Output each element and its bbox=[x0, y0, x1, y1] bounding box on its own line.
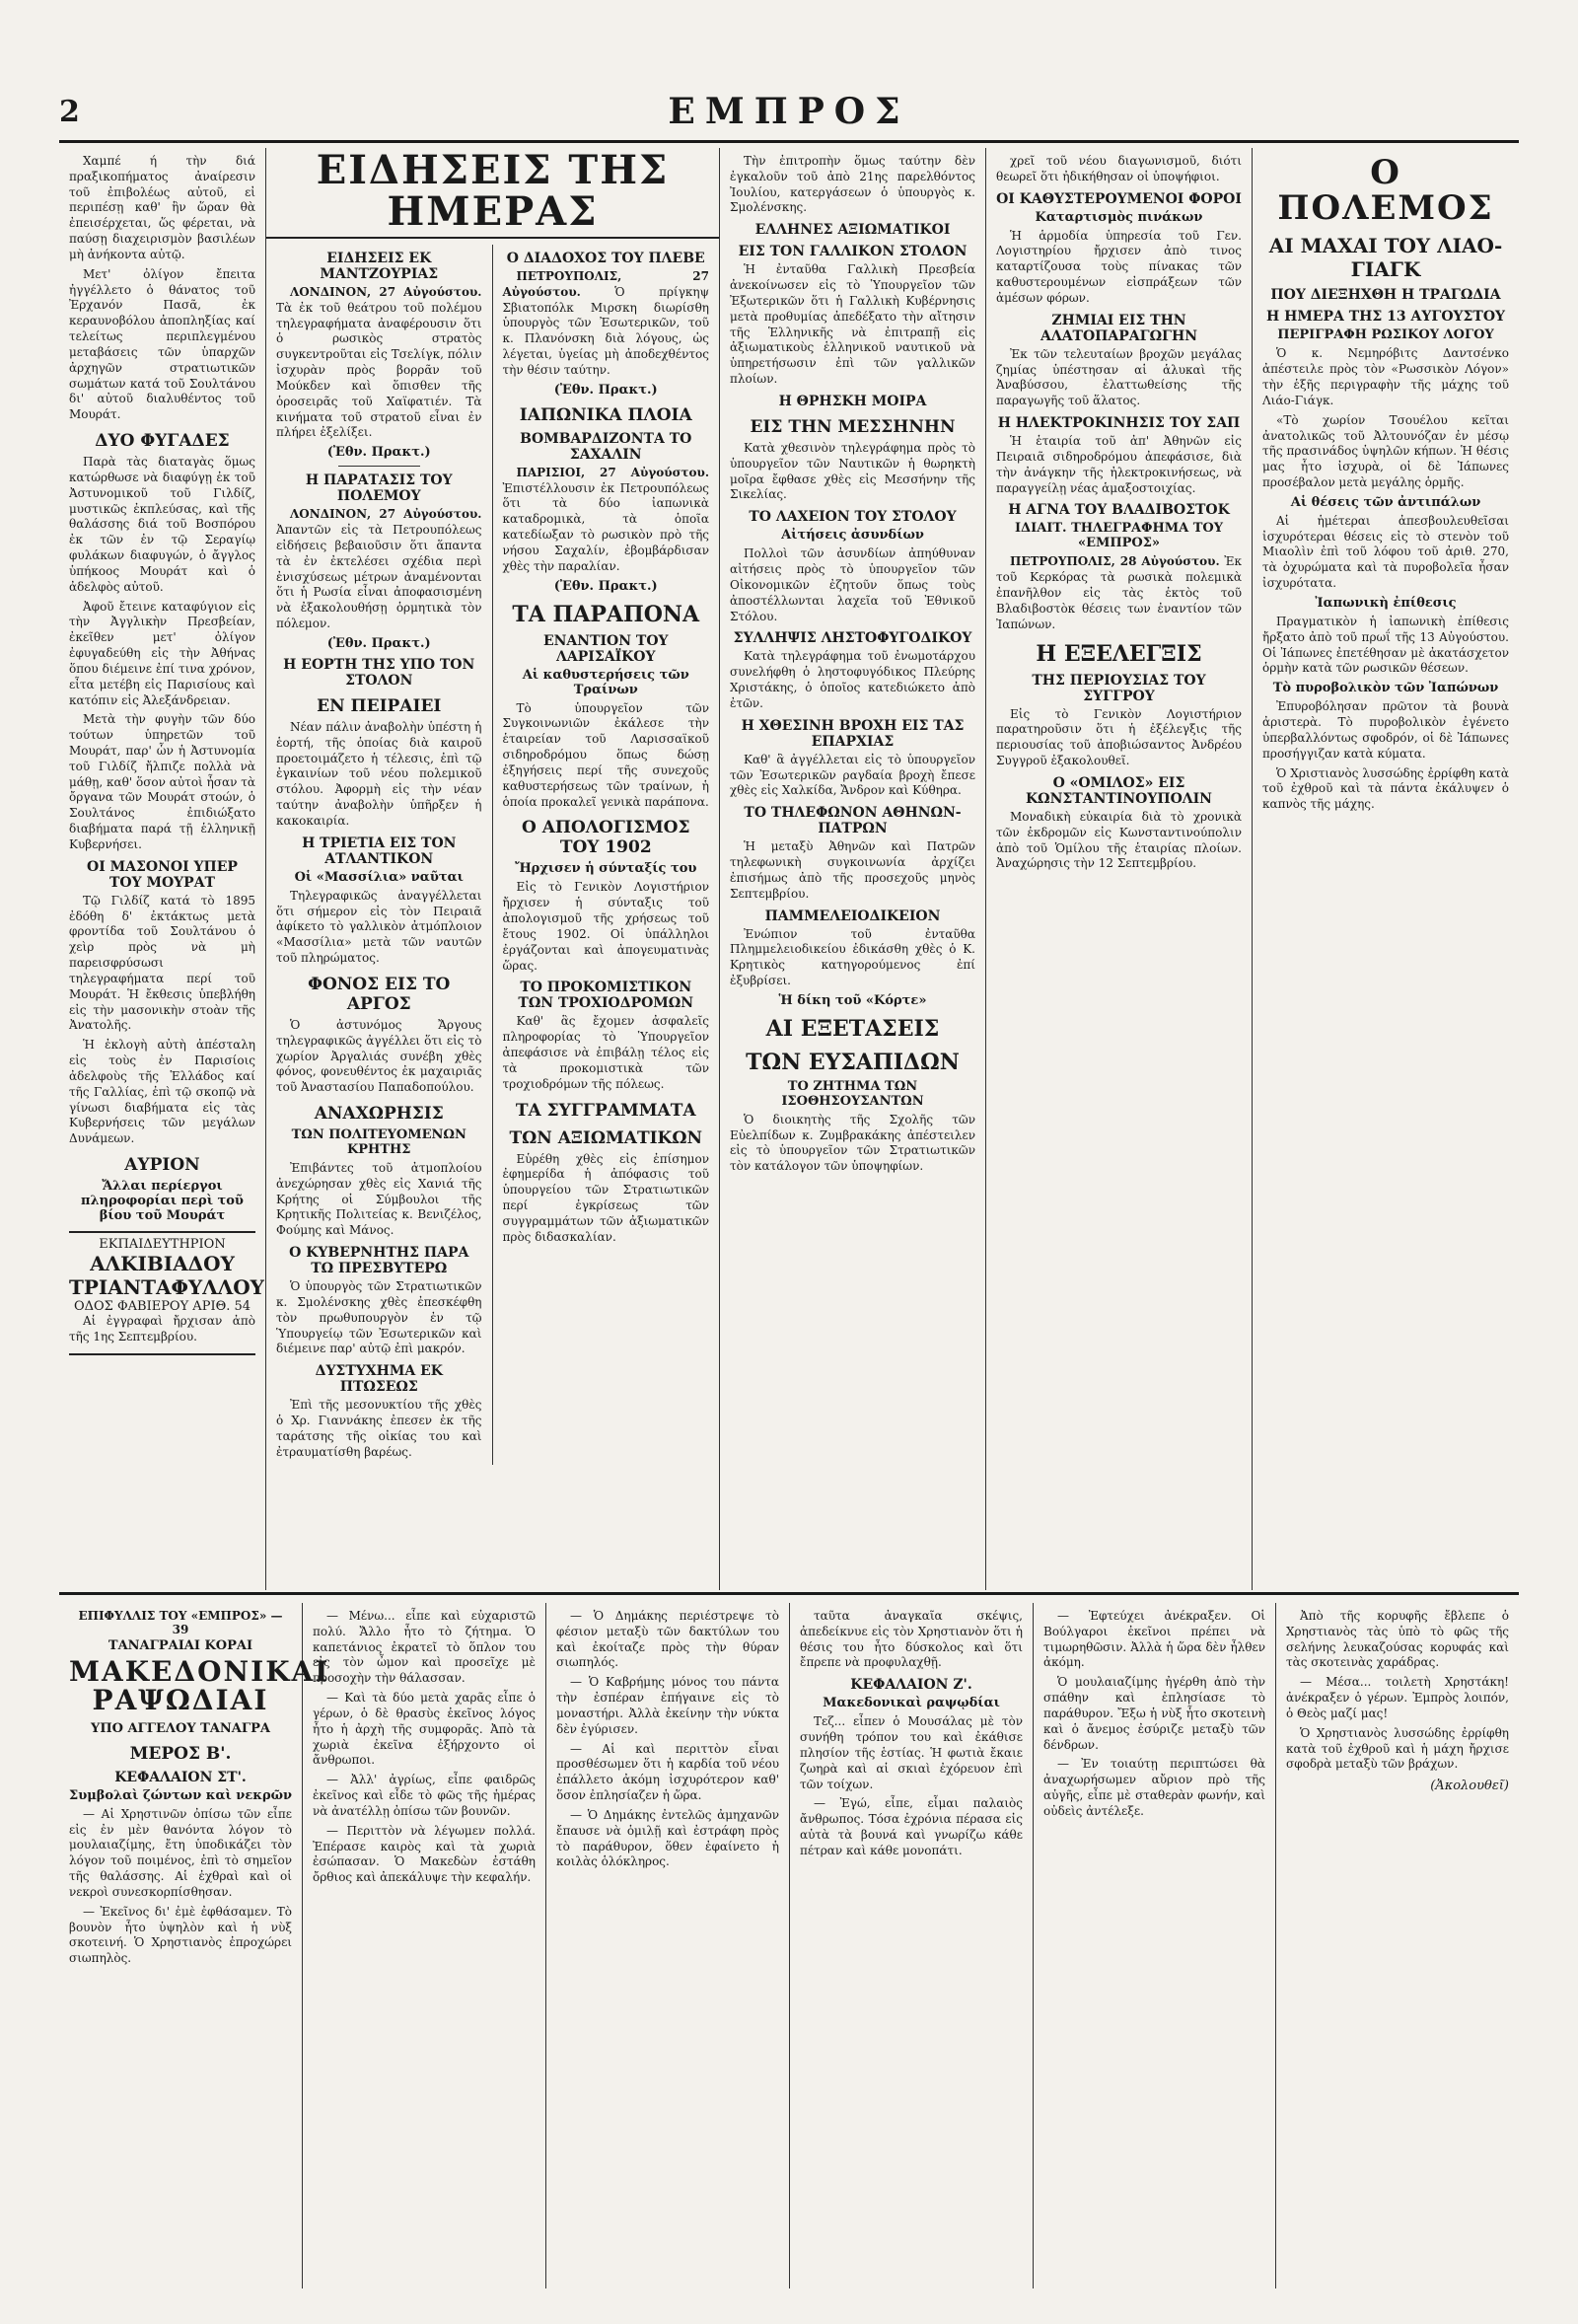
feuilleton-part: ΜΕΡΟΣ Β'. bbox=[129, 1743, 232, 1764]
masthead-rule bbox=[59, 140, 1519, 143]
article-text: Παρὰ τὰς διαταγὰς ὅμως κατώρθωσε νὰ διαφύγῃ ἐκ τοῦ Ἀστυνομικοῦ τοῦ Γιλδίζ, μυστικῶς ἐκπλεύσας, καὶ τῆς θαλάσσης διά τοῦ Βοσπόρου ἐκ τῶν ἐν τῷ Σεραγίῳ φυλάκων διαφυγών, ὁ ἄγγλος ὑπήκοος Μουράτ καὶ ὁ ἀδελφὸς αὐτοῦ. bbox=[69, 455, 255, 594]
story-text: Ὁ Χρηστιανὸς λυσσώδης ἐρρίφθη κατὰ τοῦ ἐχθροῦ καὶ ἡ μάχη ἤρχισε σφοδρὰ μεταξὺ τῶν βράχων. bbox=[1286, 1725, 1509, 1772]
subheadline: Ἰαπωνικὴ ἐπίθεσις bbox=[1315, 595, 1457, 611]
headline: ΑΝΑΧΩΡΗΣΙΣ bbox=[314, 1103, 444, 1124]
article-text: Ἐπιστέλλουσιν ἐκ Πετρουπόλεως ὅτι τὰ δύο ἰαπωνικὰ καταδρομικὰ, τὰ ὁποῖα κατεδίωξαν τὸ ρωσικὸν πρὸ τῆς νήσου Σαχαλίν, ἐβομβάρδισαν χθὲς τὴν παραλίαν. bbox=[502, 480, 709, 573]
advertisement bbox=[69, 1231, 264, 1355]
news-columns bbox=[59, 148, 1519, 1590]
headline: Η ΗΜΕΡΑ ΤΗΣ 13 ΑΥΓΟΥΣΤΟΥ bbox=[1265, 309, 1506, 326]
article-text: Ἀφοῦ ἔτεινε καταφύγιον εἰς τὴν Ἀγγλικὴν Πρεσβείαν, ἐκεῖθεν μετ' ὀλίγον ἐφυγαδεύθη εἰς τὴν Ἀθήνας ὅπου διέμεινε ἐπί τινα χρόνον, εἶτα μετέβη εἰς Παρισίους καὶ κατόπιν εἰς Ἀλεξάνδρειαν. bbox=[69, 599, 255, 707]
subheadline: Αἱ καθυστερήσεις τῶν Τραίνων bbox=[522, 667, 689, 697]
story-text: — Ἐν τοιαύτῃ περιπτώσει θὰ ἀναχωρήσωμεν αὔριον πρὸ τῆς αὐγῆς, εἶπε μὲ σταθερὰν φωνήν, καὶ οὐδεὶς ἀντέλεξε. bbox=[1043, 1757, 1265, 1818]
source: (Ἐθν. Πρακτ.) bbox=[553, 382, 658, 398]
story-text: — Ἐγώ, εἶπε, εἶμαι παλαιὸς ἄνθρωπος. Τόσα ἐχρόνια πέρασα εἰς αὐτὰ τὰ βουνά καὶ γνωρίζω κάθε πέτραν καὶ κάθε μονοπάτι. bbox=[800, 1796, 1023, 1857]
subheadline: ΠΕΡΙΓΡΑΦΗ ΡΩΣΙΚΟΥ ΛΟΓΟΥ bbox=[1277, 327, 1494, 343]
feuilleton-column-4 bbox=[790, 1603, 1034, 2288]
feuilleton-column-6 bbox=[1276, 1603, 1519, 2288]
headline: ΦΟΝΟΣ ΕΙΣ ΤΟ ΑΡΓΟΣ bbox=[308, 974, 451, 1014]
article-text: Μοναδικὴ εὐκαιρία διὰ τὸ χρονικὰ τῶν ἐκδρομῶν εἰς Κωνσταντινούπολιν ἀπὸ τοῦ Ὁμίλου τῆς ἑταιρίας πλοίων. Ἀναχώρησις τὴν 12 Σεπτεμβρίου. bbox=[996, 809, 1242, 871]
subheadline: Ἄλλαι περίεργοι πληροφορίαι περὶ τοῦ βίου τοῦ Μουράτ bbox=[81, 1179, 244, 1224]
subheadline: Ἡ δίκη τοῦ «Κόρτε» bbox=[778, 992, 927, 1008]
article-text: Αἱ ἡμέτεραι ἀπεσβουλευθεῖσαι ἰσχυρότεραι θέσεις εἰς τὸ στενὸν τοῦ Μιαολὶν ἐπὶ τοῦ λόφου τοῦ ἀριθ. 270, τὰ ὀχυρώματα καὶ τὰ πυροβολεῖα ἦσαν ἰσχυρότατα. bbox=[1262, 513, 1509, 591]
story-text: ταῦτα ἀναγκαῖα σκέψις, ἀπεδείκνυε εἰς τὸν Χρηστιανὸν ὅτι ἡ θέσις του ἦτο δύσκολος καὶ ὅτι ἔπρεπε νὰ προφυλαχθῇ. bbox=[800, 1609, 1023, 1670]
column-4 bbox=[720, 148, 986, 1590]
ad-line: ΟΔΟΣ ΦΑΒΙΕΡΟΥ ΑΡΙΘ. 54 bbox=[73, 1299, 251, 1315]
article-text: Καθ' ἃ ἀγγέλλεται εἰς τὸ ὑπουργεῖον τῶν Ἐσωτερικῶν ραγδαία βροχὴ ἔπεσε χθὲς εἰς Χαλκίδα, Ἄνδρον καὶ Κύθηρα. bbox=[730, 752, 975, 798]
article-text: Ὁ διοικητὴς τῆς Σχολῆς τῶν Εὐελπίδων κ. Ζυμβρακάκης ἀπέστειλεν εἰς τὸ ὑπουργεῖον τῶν Στρατιωτικῶν τὸν κατάλογον τῶν ὑποψηφίων. bbox=[730, 1112, 975, 1174]
article-text: Ὁ ὑπουργὸς τῶν Στρατιωτικῶν κ. Σμολένσκης χθὲς ἐπεσκέφθη τὸν πρωθυπουργὸν ἐν τῷ Ὑπουργείῳ τῶν Ἐσωτερικῶν καὶ διέμεινε παρ' αὐτῷ ἐπὶ μακρόν. bbox=[276, 1279, 482, 1356]
article-text: χρεῖ τοῦ νέου διαγωνισμοῦ, διότι θεωρεῖ ὅτι ἠδικήθησαν οἱ ὑποψήφιοι. bbox=[996, 154, 1242, 183]
headline: ΤΩΝ ΕΥΣΑΠΙΔΩΝ bbox=[746, 1049, 960, 1075]
headline: Ο ΠΟΛΕΜΟΣ bbox=[1277, 153, 1494, 228]
headline: ΒΟΜΒΑΡΔΙΖΟΝΤΑ ΤΟ ΣΑΧΑΛΙΝ bbox=[520, 430, 692, 463]
story-text: — Καὶ τὰ δύο μετὰ χαρᾶς εἶπε ὁ γέρων, ὁ δὲ θρασὺς ἐκεῖνος λόγος ἦτο ἡ ἀρχὴ τῆς συμφορᾶς. Ἀπὸ τὰ χωριὰ ἐκεῖνα ἐξήρχοντο οἱ ἄνθρωποι. bbox=[313, 1691, 536, 1768]
article-text: Κατὰ τηλεγράφημα τοῦ ἐνωμοτάρχου συνελήφθη ὁ ληστοφυγόδικος Πλεύρης Χριστάκης, ὁ ὁποῖος κατεδιώκετο ἀπὸ ἐτῶν. bbox=[730, 649, 975, 710]
source: (Ἐθν. Πρακτ.) bbox=[326, 445, 431, 461]
headline: Η ΑΓΝΑ ΤΟΥ ΒΛΑΔΙΒΟΣΤΟΚ bbox=[1008, 502, 1230, 519]
headline: ΠΟΥ ΔΙΕΞΗΧΘΗ Η ΤΡΑΓΩΔΙΑ bbox=[1270, 287, 1501, 304]
column-5 bbox=[986, 148, 1253, 1590]
story-text: — Μέσα... τοιλετὴ Χρηστάκη! ἀνέκραξεν ὁ γέρων. Ἐμπρὸς λοιπόν, ὁ Θεὸς μαζί μας! bbox=[1286, 1675, 1509, 1720]
article-text: Ἡ ἁρμοδία ὑπηρεσία τοῦ Γεν. Λογιστηρίου ἤρχισεν ἀπὸ τινος καταρτίζουσα τοὺς πίνακας τῶν καθυστερουμένων εἰσπράξεων τῶν ἀμέσων φόρων. bbox=[996, 228, 1242, 305]
headline: Η ΘΡΗΣΚΗ ΜΟΙΡΑ bbox=[778, 393, 927, 409]
article-text: Ἡ ἐνταῦθα Γαλλικὴ Πρεσβεία ἀνεκοίνωσεν εἰς τὸ Ὑπουργεῖον τῶν Ἐξωτερικῶν ὅτι ἡ Γαλλικὴ Κυβέρνησις μετὰ προθυμίας ἀπεδέξατο τὴν αἴτησιν τῆς Ἑλληνικῆς νὰ ἐπιτραπῇ εἰς ἀξιωματικοὺς ἑλληνικοῦ ναυτικοῦ νὰ ὑπηρετήσωσιν ἐπὶ τῶν γαλλικῶν πλοίων. bbox=[730, 262, 975, 387]
article-text: Ἐπιβάντες τοῦ ἀτμοπλοίου ἀνεχώρησαν χθὲς εἰς Χανιά τῆς Κρήτης οἱ Σύμβουλοι τῆς Κρητικῆς Πολιτείας κ. Βενιζέλος, Φούμης καὶ Μάνος. bbox=[276, 1160, 482, 1238]
column-1 bbox=[59, 148, 266, 1590]
headline: ΑΥΡΙΟΝ bbox=[124, 1155, 200, 1176]
page-number: 2 bbox=[59, 95, 80, 129]
article-text: Εἰς τὸ Γενικὸν Λογιστήριον παρατηροῦσιν ὅτι ἡ ἐξέλεγξις τῆς περιουσίας τοῦ ἀποβιώσαντος Ἀνδρέου Συγγροῦ ἐξακολουθεῖ. bbox=[996, 706, 1242, 768]
feuilleton-author: ΥΠΟ ΑΓΓΕΛΟΥ ΤΑΝΑΓΡΑ bbox=[91, 1720, 270, 1736]
article-text: Ἡ ἑταιρία τοῦ ἀπ' Ἀθηνῶν εἰς Πειραιᾶ σιδηροδρόμου ἀπεφάσισε, διὰ τὴν ἀνάγκην τῆς ἠλεκτροκινήσεως, νὰ παραγγείλῃ νέας ἁμαξοστοιχίας. bbox=[996, 434, 1242, 495]
headline: ΠΑΜΜΕΛΕΙΟΔΙΚΕΙΟΝ bbox=[764, 908, 941, 924]
headline: ΤΩΝ ΑΞΙΩΜΑΤΙΚΩΝ bbox=[509, 1127, 703, 1148]
subheadline: ΙΔΙΑΙΤ. ΤΗΛΕΓΡΑΦΗΜΑ ΤΟΥ «ΕΜΠΡΟΣ» bbox=[1014, 521, 1224, 551]
headline: ΑΙ ΜΑΧΑΙ ΤΟΥ ΛΙΑΟ-ΓΙΑΓΚ bbox=[1268, 234, 1503, 282]
story-text: — Μένω... εἶπε καὶ εὐχαριστῶ πολύ. Ἄλλο ἦτο τὸ ζήτημα. Ὁ καπετάνιος ἐκρατεῖ τὸ ὅπλον του εἰς τὸν ὦμον καὶ προσεῖχε μὲ προσοχὴν τὴν θάλασσαν. bbox=[313, 1609, 536, 1686]
dateline: ΛΟΝΔΙΝΟΝ, 27 Αὐγούστου. bbox=[290, 507, 482, 522]
feuilleton-title: ΤΑΝΑΓΡΑΙΑΙ ΚΟΡΑΙ bbox=[108, 1638, 253, 1653]
dateline: ΛΟΝΔΙΝΟΝ, 27 Αὐγούστου. bbox=[290, 285, 482, 299]
story-text: — Αἱ Χρηστινῶν ὀπίσω τῶν εἶπε εἰς ἐν μὲν θανόντα λόγον τὸ μουλαιαζίμης, ἔτη ὑποδικάζει τὸν λόγον τοῦ ποιμένος, ἐπὶ τὸ σημεῖον τῆς θαλάσσης. Αἱ ἐχθραὶ καὶ οἱ νεκροὶ συνεσκορπίσθησαν. bbox=[69, 1806, 292, 1899]
feuilleton-column-1 bbox=[59, 1603, 330, 2288]
masthead bbox=[59, 91, 1519, 140]
feuilleton-rule bbox=[59, 1592, 1519, 1595]
article-text: Τηλεγραφικῶς ἀναγγέλλεται ὅτι σήμερον εἰς τὸν Πειραιᾶ ἀφίκετο τὸ γαλλικὸν ἀτμόπλοιον «Μασσίλια» μετὰ τῶν ναυτῶν τοῦ πληρώματος. bbox=[276, 888, 482, 966]
feuilleton-column-5 bbox=[1034, 1603, 1276, 2288]
article-text: «Τὸ χωρίον Τσουέλου κεῖται ἀνατολικῶς τοῦ Ἀλτουνόζαν ἐν μέσῳ τῆς πρασινάδος ὑψηλῶν κήπων. Ἡ θέσις μας ἦτο ἰσχυρὰ, οἱ δὲ Ἰάπωνες προσέβαλον μετὰ μεγάλης ὁρμῆς. bbox=[1262, 412, 1509, 489]
article-text: Χαμπέ ή τὴν διά πραξικοπήματος ἀναίρεσιν τοῦ ἐπιβολέως αὐτοῦ, εἰ περιπέσῃ καθ' ἣν ὥραν θὰ ἐπεισέρχεται, ὥς φέρεται, νὰ παύσῃ διαχειρισμὸν βασιλέων μὴ ἀνήκοντα αὐτῷ. bbox=[69, 154, 255, 261]
headline: ΕΝ ΠΕΙΡΑΙΕΙ bbox=[317, 695, 442, 716]
chapter-subtitle: Συμβολαὶ ζώντων καὶ νεκρῶν bbox=[69, 1787, 293, 1803]
subheadline: Τὸ πυροβολικὸν τῶν Ἰαπώνων bbox=[1272, 681, 1499, 696]
chapter-title: ΚΕΦΑΛΑΙΟΝ ΣΤ'. bbox=[114, 1769, 247, 1785]
article-text: Ὁ πρίγκηψ Σβιατοπόλκ Μιρσκη διωρίσθη ὑπουργὸς τῶν Ἐσωτερικῶν, τοῦ κ. Πλανόνσκη διὰ λόγους, ὡς λέγεται, ὑγείας μὴ ἀποδεχθέντος τὴν θέσιν ταύτην. bbox=[502, 284, 709, 377]
column-2 bbox=[266, 245, 493, 1465]
article-text: Εἰς τὸ Γενικὸν Λογιστήριον ἤρχισεν ἡ σύνταξις τοῦ ἀπολογισμοῦ τῆς χρήσεως τοῦ ἔτους 1902. Οἱ ὑπάλληλοι ἐργάζονται καὶ ἀπογευματινὰς ὥρας. bbox=[502, 880, 709, 973]
article-text: Τὴν ἐπιτροπὴν ὅμως ταύτην δὲν ἐγκαλοῦν τοῦ ἀπὸ 21ης παρελθόντος Ἰουλίου, κατεργάσεων ὁ ὑπουργὸς κ. Σμολένσκης. bbox=[730, 154, 975, 215]
story-text: — Ἐκεῖνος δι' ἐμὲ ἐφθάσαμεν. Τὸ βουνὸν ἦτο ὑψηλὸν καὶ ἡ νὺξ σκοτεινή. Ὁ Χρηστιανὸς ἐπροχώρει σιωπηλὸς. bbox=[69, 1904, 292, 1966]
article-text: Μετ' ὀλίγον ἔπειτα ἠγγέλλετο ὁ θάνατος τοῦ Ἐρχανόν Πασᾶ, ἐκ κεραυνοβόλου ἀποπληξίας καί τελείτως περιπλεγμένου μεταβάσεις τῶν ὑπαρχῶν ἀρχηγῶν στρατιωτικῶν σωμάτων κατά τοῦ Σουλτάνου δι' αὐτοῦ διαλυθέντος τοῦ Μουράτ. bbox=[69, 266, 255, 422]
article-text: Ὁ Χριστιανὸς λυσσώδης ἐρρίφθη κατὰ τοῦ ἐχθροῦ καὶ τὰ πάντα ἐκάλυψεν ὁ καπνὸς τῆς μάχης. bbox=[1262, 765, 1509, 812]
headline: ΤΟ ΠΡΟΚΟΜΙΣΤΙΚΟΝ ΤΩΝ ΤΡΟΧΙΟΔΡΟΜΩΝ bbox=[518, 980, 694, 1012]
paper-title: ΕΜΠΡΟΣ bbox=[668, 91, 910, 132]
feuilleton-header: ΕΠΙΦΥΛΛΙΣ ΤΟΥ «ΕΜΠΡΟΣ» — 39 bbox=[78, 1609, 283, 1636]
story-text: — Αἱ καὶ περιττὸν εἶναι προσθέσωμεν ὅτι ἡ καρδία τοῦ νέου ἐπάλλετο ἀκόμη ἰσχυρότερον καθ' ὅσον ἐπλησίαζεν ἡ ὥρα. bbox=[556, 1741, 779, 1803]
ad-line: ΑΛΚΙΒΙΑΔΟΥ ΤΡΙΑΝΤΑΦΥΛΛΟΥ bbox=[69, 1252, 264, 1300]
headline: Ο ΔΙΑΔΟΧΟΣ ΤΟΥ ΠΛΕΒΕ bbox=[506, 251, 705, 266]
story-text: — Ὁ Δημάκης ἐντελῶς ἀμηχανῶν ἔπαυσε νὰ ὁμιλῇ καὶ ἐστράφη πρὸς τὸ παράθυρον, ὅθεν ἐφαίνετο ἡ κοιλὰς ὁλόκληρος. bbox=[556, 1807, 779, 1869]
story-text: — Ὁ Καβρήμης μόνος του πάντα τὴν ἐσπέραν ἐπήγαινε εἰς τὸ μοναστήρι. Ἀλλὰ ἐκείνην τὴν νύκτα δὲν ἐγύρισεν. bbox=[556, 1675, 779, 1736]
column-2-3 bbox=[266, 148, 720, 1590]
headline: ΤΑ ΣΥΓΓΡΑΜΜΑΤΑ bbox=[515, 1100, 696, 1121]
headline: Η ΤΡΙΕΤΙΑ ΕΙΣ ΤΟΝ ΑΤΛΑΝΤΙΚΟΝ bbox=[302, 835, 457, 867]
dateline: ΠΑΡΙΣΙΟΙ, 27 Αὐγούστου. bbox=[516, 465, 709, 479]
headline: ΕΝΑΝΤΙΟΝ ΤΟΥ ΛΑΡΙΣΑΪΚΟΥ bbox=[542, 632, 669, 665]
headline: ΟΙ ΚΑΘΥΣΤΕΡΟΥΜΕΝΟΙ ΦΟΡΟΙ bbox=[996, 190, 1242, 207]
headline: ΔΥΣΤΥΧΗΜΑ ΕΚ ΠΤΩΣΕΩΣ bbox=[315, 1363, 443, 1396]
article-text: Ἐκ τοῦ Κερκόρας τὰ ρωσικὰ πολεμικὰ ἐπανῆλθον εἰς τὰς ἐκτὸς τοῦ Βλαδιβοστὸκ θέσεις των ἐναντίον τῶν Ἰαπώνων. bbox=[996, 554, 1242, 631]
chapter-title: ΚΕΦΑΛΑΙΟΝ Ζ'. bbox=[850, 1677, 972, 1694]
story-text: Τεζ... εἶπεν ὁ Μουσάλας μὲ τὸν συνήθη τρόπον του καὶ ἐκάθισε πλησίον τῆς ἑστίας. Ἡ φωτιὰ ἔκαιε ζωηρὰ καὶ αἱ σκιαὶ ἐχόρευον ἐπὶ τῶν τοίχων. bbox=[800, 1714, 1023, 1791]
story-text: — Περιττὸν νὰ λέγωμεν πολλά. Ἐπέρασε καιρὸς καὶ τὰ χωριὰ ἐσώπασαν. Ὁ Μακεδὼν ἐστάθη ὄρθιος καὶ ἀπεκάλυψε τὴν κεφαλήν. bbox=[313, 1823, 536, 1885]
feuilleton-column-2 bbox=[303, 1603, 546, 2288]
story-text: — Ὁ Δημάκης περιέστρεψε τὸ φέσιον μεταξὺ τῶν δακτύλων του καὶ ἐκοίταζε πρὸς τὴν θύραν σιωπηλός. bbox=[556, 1609, 779, 1670]
article-text: Τὰ ἐκ τοῦ θεάτρου τοῦ πολέμου τηλεγραφήματα ἀναφέρουσιν ὅτι ὁ ρωσικὸς στρατὸς συγκεντροῦται εἰς Τσελίγκ, πόλιν ἰσχυρὰν πρὸς βορρᾶν τοῦ Μούκδεν καὶ ὅπισθεν τῆς ὁροσειρᾶς τοῦ Χαϊφατιέν. Τὰ κινήματα τοῦ στρατοῦ εἶναι ἐν πλήρει ἐξελίξει. bbox=[276, 300, 482, 440]
subheadline: Οἱ «Μασσίλια» ναῦται bbox=[294, 869, 464, 885]
dateline: ΠΕΤΡΟΥΠΟΛΙΣ, 28 Αὐγούστου. bbox=[1010, 554, 1220, 569]
article-text: Πραγματικὸν ἡ ἰαπωνικὴ ἐπίθεσις ἤρξατο ἀπὸ τοῦ πρωΐ τῆς 13 Αὐγούστου. Οἱ Ἰάπωνες ἐπετέθησαν μὲ ἀκατάσχετον ὁρμὴν κατὰ τῶν ρωσικῶν θέσεων. bbox=[1262, 614, 1509, 676]
divider bbox=[338, 466, 420, 467]
continued-note: (Ἀκολουθεῖ) bbox=[1430, 1779, 1509, 1794]
article-text: Τῷ Γιλδίζ κατά τὸ 1895 ἐδόθη δ' ἐκτάκτως μετὰ φροντίδα τοῦ Σουλτάνου ὁ χεὶρ πρὸς νὰ μὴ παρεισφρύσωσι τηλεγραφήματα περί τοῦ Μουράτ. Ἡ ἔκθεσις ὑπεβλήθη εἰς τὴν μασονικὴν στοὰν τῆς Ἀνατολῆς. bbox=[69, 893, 255, 1033]
ad-text: Αἱ ἐγγραφαὶ ἤρχισαν ἀπὸ τῆς 1ης Σεπτεμβρίου. bbox=[69, 1314, 255, 1344]
headline: Ο ΑΠΟΛΟΓΙΣΜΟΣ ΤΟΥ 1902 bbox=[522, 818, 690, 858]
article-text: Ἡ μεταξὺ Ἀθηνῶν καὶ Πατρῶν τηλεφωνικὴ συγκοινωνία ἀρχίζει ἐπισήμως ἀπὸ τῆς προσεχοῦς μηνὸς Σεπτεμβρίου. bbox=[730, 839, 975, 901]
headline: ΔΥΟ ΦΥΓΑΔΕΣ bbox=[95, 431, 230, 452]
column-3 bbox=[493, 245, 720, 1465]
headline: Ο «ΟΜΙΛΟΣ» ΕΙΣ ΚΩΝΣΤΑΝΤΙΝΟΥΠΟΛΙΝ bbox=[1026, 774, 1212, 807]
headline: Η ΕΟΡΤΗ ΤΗΣ ΥΠΟ ΤΟΝ ΣΤΟΛΟΝ bbox=[283, 656, 475, 689]
article-text: Καθ' ἃς ἔχομεν ἀσφαλεῖς πληροφορίας τὸ Ὑπουργεῖον ἀπεφάσισε νὰ ἐπιβάλῃ τέλος εἰς τὰ προκομιστικὰ τῶν τροχιοδρόμων τῆς πόλεως. bbox=[502, 1014, 709, 1091]
headline: ΑΙ ΕΞΕΤΑΣΕΙΣ bbox=[765, 1015, 940, 1042]
article-text: Ἐπὶ τῆς μεσονυκτίου τῆς χθὲς ὁ Χρ. Γιαννάκης ἐπεσεν ἐκ τῆς ταράτσης τῆς οἰκίας του καὶ ἐτραυματίσθη βαρέως. bbox=[276, 1398, 482, 1459]
headline: ΤΗΣ ΠΕΡΙΟΥΣΙΑΣ ΤΟΥ ΣΥΓΓΡΟΥ bbox=[1032, 672, 1206, 704]
section-title: ΕΙΔΗΣΕΙΣ ΤΗΣ ΗΜΕΡΑΣ bbox=[266, 150, 719, 239]
headline: ΤΑ ΠΑΡΑΠΟΝΑ bbox=[512, 601, 700, 627]
source: (Ἐθν. Πρακτ.) bbox=[326, 635, 431, 651]
story-text: — Ἀλλ' ἀγρίως, εἶπε φαιδρῶς ἐκεῖνος καὶ εἶδε τὸ φῶς τῆς ἡμέρας νὰ ἀνατέλλῃ ὀπίσω τῶν βουνῶν. bbox=[313, 1773, 536, 1818]
ad-line: ΕΚΠΑΙΔΕΥΤΗΡΙΟΝ bbox=[99, 1237, 226, 1253]
headline: ΤΟ ΛΑΧΕΙΟΝ ΤΟΥ ΣΤΟΛΟΥ bbox=[749, 509, 957, 526]
feuilleton-columns bbox=[59, 1603, 1519, 2288]
story-text: — Ἐφτεύχει ἀνέκραξεν. Οἱ Βούλγαροι ἐκεῖνοι πρέπει νὰ τιμωρηθῶσιν. Ἀλλὰ ἡ ὥρα δὲν ἦλθεν ἀκόμη. bbox=[1043, 1609, 1265, 1670]
article-text: Ὁ κ. Νεμηρόβιτς Δαντσένκο ἀπέστειλε πρὸς τὸν «Ρωσσικὸν Λόγον» τὴν ἑξῆς περιγραφὴν τῆς μάχης τοῦ Λιάο-Γιάγκ. bbox=[1262, 346, 1509, 407]
headline: ΖΗΜΙΑΙ ΕΙΣ ΤΗΝ ΑΛΑΤΟΠΑΡΑΓΩΓΗΝ bbox=[1040, 312, 1198, 344]
headline: ΕΙΣ ΤΗΝ ΜΕΣΣΗΝΗΝ bbox=[750, 416, 956, 437]
article-text: Τὸ ὑπουργεῖον τῶν Συγκοινωνιῶν ἐκάλεσε τὴν ἑταιρείαν τοῦ Λαρισσαϊκοῦ σιδηροδρόμου ὅπως δώσῃ ἐξηγήσεις περί τῆς συνεχοῦς καθυστερήσεως τῶν τραίνων, ἡ ὁποία προκαλεῖ γενικὰ παράπονα. bbox=[502, 700, 709, 809]
subheadline: Ἤρχισεν ἡ σύνταξίς του bbox=[515, 861, 697, 877]
headline: ΕΙΔΗΣΕΙΣ ΕΚ ΜΑΝΤΖΟΥΡΙΑΣ bbox=[320, 251, 439, 282]
article-text: Νέαν πάλιν ἀναβολὴν ὑπέστη ἡ ἑορτή, τῆς ὁποίας διὰ καιροῦ προετοιμάζετο ἡ τέλεσις, ἐπὶ τῷ ἐγκαινίων τοῦ νέου πολεμικοῦ στόλου. Ἀφορμὴ εἰς τὴν νέαν ταύτην ἀναβολὴν ὑπῆρξεν ἡ κακοκαιρία. bbox=[276, 719, 482, 828]
article-text: Πολλοὶ τῶν ἀσυνδίων ἀπηύθυναν αἰτήσεις πρὸς τὸ ὑπουργεῖον τῶν Οἰκονομικῶν ἐζητοῦν ὅπως τοὺς ἀποστέλλωνται λαχεῖα τοῦ Ἐθνικοῦ Στόλου. bbox=[730, 546, 975, 623]
article-text: Ἡ ἐκλογὴ αὐτὴ ἀπέσταλη εἰς τοὺς ἐν Παρισίοις ἀδελφοὺς τῆς Ἑλλάδος καί τῆς Γαλλίας, ἐπὶ τῷ σκοπῷ νὰ γίνωσι διαβήματα εἰς τὰς Κυβερνήσεις τῶν μεγάλων Δυνάμεων. bbox=[69, 1038, 255, 1146]
headline: ΙΑΠΩΝΙΚΑ ΠΛΟΙΑ bbox=[519, 404, 692, 425]
headline: Η ΗΛΕΚΤΡΟΚΙΝΗΣΙΣ ΤΟΥ ΣΑΠ bbox=[997, 415, 1241, 432]
headline: Η ΠΑΡΑΤΑΣΙΣ ΤΟΥ ΠΟΛΕΜΟΥ bbox=[305, 472, 453, 505]
headline: Η ΧΘΕΣΙΝΗ ΒΡΟΧΗ ΕΙΣ ΤΑΣ ΕΠΑΡΧΙΑΣ bbox=[741, 717, 965, 750]
chapter-subtitle: Μακεδονικαὶ ραψῳδίαι bbox=[823, 1696, 1000, 1711]
subheadline: Αἰτήσεις ἀσυνδίων bbox=[781, 528, 924, 544]
article-text: Εὑρέθη χθὲς εἰς ἐπίσημον ἐφημερίδα ἡ ἀπόφασις τοῦ ὑπουργείου τῶν Στρατιωτικῶν περί ἐγκρίσεως τῶν συγγραμμάτων τῶν ἀξιωματικῶν πρὸς διδασκαλίαν. bbox=[502, 1151, 709, 1244]
headline: ΕΛΛΗΝΕΣ ΑΞΙΩΜΑΤΙΚΟΙ bbox=[754, 222, 951, 239]
subheadline: Αἱ θέσεις τῶν ἀντιπάλων bbox=[1290, 494, 1481, 510]
column-6 bbox=[1253, 148, 1519, 1590]
headline: ΣΥΛΛΗΨΙΣ ΛΗΣΤΟΦΥΓΟΔΙΚΟΥ bbox=[733, 630, 972, 647]
article-text: Ἐνώπιον τοῦ ἐνταῦθα Πλημμελειοδικείου ἐδικάσθη χθὲς ὁ Κ. Κρητικὸς κατηγορούμενος ἐπί ἐξυβρίσει. bbox=[730, 926, 975, 987]
dateline: ΠΕΤΡΟΥΠΟΛΙΣ, 27 Αὐγούστου. bbox=[502, 269, 709, 299]
story-text: Ὁ μουλαιαζίμης ἠγέρθη ἀπὸ τὴν σπάθην καὶ ἐπλησίασε τὸ παράθυρον. Ἔξω ἡ νὺξ ἦτο σκοτεινὴ καὶ ὁ ἄνεμος ἐσύριζε μεταξὺ τῶν δένδρων. bbox=[1043, 1675, 1265, 1752]
headline: Η ΕΞΕΛΕΓΞΙΣ bbox=[1036, 640, 1202, 667]
story-text: Ἀπὸ τῆς κορυφῆς ἔβλεπε ὁ Χρηστιανὸς τὰς ὑπὸ τὸ φῶς τῆς σελήνης λευκαζούσας κορυφάς καὶ τὰς σκοτεινὰς χαράδρας. bbox=[1286, 1609, 1509, 1670]
headline: ΤΟ ΤΗΛΕΦΩΝΟΝ ΑΘΗΝΩΝ-ΠΑΤΡΩΝ bbox=[744, 805, 962, 837]
article-text: Ἐκ τῶν τελευταίων βροχῶν μεγάλας ζημίας ὑπέστησαν αἱ ἁλυκαὶ τῆς Ἀναβύσσου, ἐλαττωθείσης τῆς παραγωγῆς τοῦ ἅλατος. bbox=[996, 346, 1242, 408]
subheadline: ΤΩΝ ΠΟΛΙΤΕΥΟΜΕΝΩΝ ΚΡΗΤΗΣ bbox=[291, 1126, 466, 1157]
source: (Ἐθν. Πρακτ.) bbox=[553, 578, 658, 594]
article-text: Ἐπυροβόλησαν πρῶτον τὰ βουνὰ ἀριστερὰ. Τὸ πυροβολικὸν ἐγένετο ὑπερβαλλόντως σφοδρόν, οἱ δὲ Ἰάπωνες προσήγγιζαν κατὰ κύματα. bbox=[1262, 699, 1509, 761]
headline: ΕΙΣ ΤΟΝ ΓΑΛΛΙΚΟΝ ΣΤΟΛΟΝ bbox=[738, 244, 968, 260]
article-text: Ὁ ἀστυνόμος Ἄργους τηλεγραφικῶς ἀγγέλλει ὅτι εἰς τὸ χωρίον Ἀργαλιάς συνέβη χθὲς φόνος, φονευθέντος ἐκ μαχαιριᾶς τοῦ Ἀναστασίου Παπαδοπούλου. bbox=[276, 1017, 482, 1095]
article-text: Μετὰ τὴν φυγὴν τῶν δύο τούτων ὑπηρετῶν τοῦ Μουράτ, παρ' ὧν ἡ Ἀστυνομία τοῦ Γιλδίζ ἤλπιζε πολλὰ νὰ μάθῃ, καθ' ὅσον αὐτοὶ ἦσαν τὰ ὄργανα τῶν Μουράτ στοών, ὁ Σουλτάνος ἐπιδιώξατο διαβήματα παρά τῇ ἑλληνικῇ Κυβερνήσει. bbox=[69, 712, 255, 851]
article-text: Ἀπαντῶν εἰς τὰ Πετρουπόλεως εἰδήσεις βεβαιοῦσιν ὅτι ἅπαντα τὰ ἐν ἐκτελέσει σχέδια περὶ ἐνισχύσεως μέτρων ἀναμένονται ὅτι ἡ Ρωσία εἶναι ἀποφασισμένη νὰ ἐξακολουθήσῃ ὁρμητικὰ τὸν πόλεμον. bbox=[276, 523, 482, 631]
headline: Ο ΚΥΒΕΡΝΗΤΗΣ ΠΑΡΑ ΤΩ ΠΡΕΣΒΥΤΕΡΩ bbox=[289, 1245, 469, 1277]
feuilleton-title: ΜΑΚΕΔΟΝΙΚΑΙ ΡΑΨΩΔΙΑΙ bbox=[69, 1655, 330, 1717]
headline: ΟΙ ΜΑΣΟΝΟΙ ΥΠΕΡ ΤΟΥ ΜΟΥΡΑΤ bbox=[87, 858, 238, 891]
subheadline: Καταρτισμὸς πινάκων bbox=[1035, 209, 1203, 225]
article-text: Κατὰ χθεσινὸν τηλεγράφημα πρὸς τὸ ὑπουργεῖον τῶν Ναυτικῶν ἡ θωρηκτὴ μοῖρα ἔφθασε χθὲς εἰς Μεσσήνην τῆς Σικελίας. bbox=[730, 440, 975, 502]
subheadline: ΤΟ ΖΗΤΗΜΑ ΤΩΝ ΙΣΟΘΗΣΟΥΣΑΝΤΩΝ bbox=[781, 1078, 924, 1109]
feuilleton-column-3 bbox=[546, 1603, 790, 2288]
